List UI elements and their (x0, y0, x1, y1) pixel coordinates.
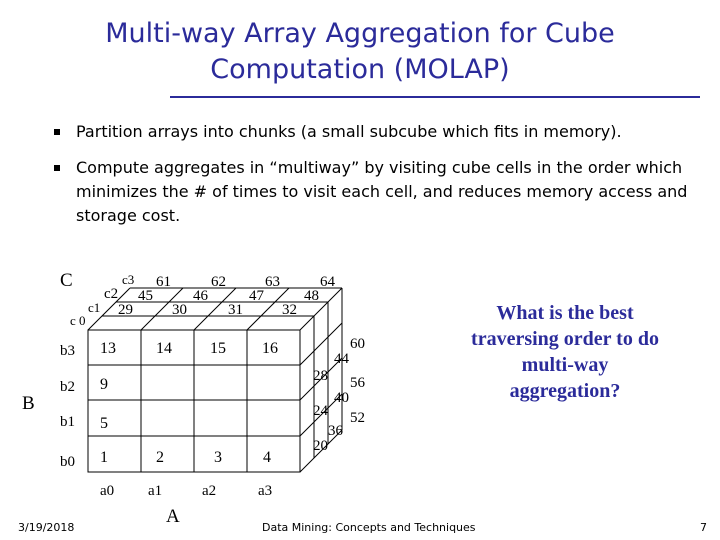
c-label-2: c2 (104, 286, 119, 302)
b-label-0: b0 (60, 454, 75, 470)
cell-1: 1 (100, 449, 108, 466)
cell-46: 46 (193, 288, 208, 304)
bullet-item-multiway: Compute aggregates in “multiway” by visiting cube cells in the order which minimizes the # of times to visit each cell, and reduces memory access and storage cost. (50, 156, 690, 228)
cell-24: 24 (313, 403, 328, 419)
cell-20: 20 (313, 438, 328, 454)
a-label-1: a1 (148, 483, 163, 499)
cell-30: 30 (172, 302, 187, 318)
b-label-1: b1 (60, 414, 75, 430)
traversing-order-question: What is the best traversing order to do multi-way aggregation? (471, 302, 659, 402)
a-label-3: a3 (258, 483, 273, 499)
a-label-0: a0 (100, 483, 115, 499)
cell-64: 64 (320, 274, 335, 290)
cell-62: 62 (211, 274, 226, 290)
cell-40: 40 (334, 390, 349, 406)
cell-2: 2 (156, 449, 164, 466)
axis-c-label: C (60, 270, 73, 291)
axis-a-label: A (166, 506, 180, 527)
title-underline (170, 96, 700, 98)
cell-31: 31 (228, 302, 243, 318)
cell-47: 47 (249, 288, 264, 304)
cell-60: 60 (350, 336, 365, 352)
cell-48: 48 (304, 288, 319, 304)
footer-title: Data Mining: Concepts and Techniques (262, 521, 476, 534)
bullet-list (50, 120, 690, 240)
cell-36: 36 (328, 423, 343, 439)
title-line-2: Computation (MOLAP) (210, 54, 510, 85)
cell-15: 15 (210, 340, 226, 357)
multiway-cube-diagram (0, 260, 470, 535)
cell-13: 13 (100, 340, 116, 357)
c-label-1: c1 (88, 300, 101, 315)
footer-date: 3/19/2018 (18, 521, 75, 534)
cell-56: 56 (350, 375, 365, 391)
b-label-2: b2 (60, 379, 75, 395)
cell-44: 44 (334, 351, 349, 367)
b-label-3: b3 (60, 343, 75, 359)
axis-b-label: B (22, 393, 35, 414)
c-label-3: c3 (122, 272, 135, 287)
cell-28: 28 (313, 368, 328, 384)
footer-page-number: 7 (700, 521, 707, 534)
cell-14: 14 (156, 340, 172, 357)
cell-63: 63 (265, 274, 280, 290)
c-label-0: c 0 (70, 313, 86, 328)
cell-29: 29 (118, 302, 133, 318)
cell-5: 5 (100, 415, 108, 432)
bullet-item-partition: Partition arrays into chunks (a small subcube which fits in memory). (50, 120, 690, 144)
slide-title (0, 16, 720, 88)
a-label-2: a2 (202, 483, 217, 499)
cell-32: 32 (282, 302, 297, 318)
cell-45: 45 (138, 288, 153, 304)
cell-4: 4 (263, 449, 271, 466)
cell-61: 61 (156, 274, 171, 290)
cell-16: 16 (262, 340, 278, 357)
cell-9: 9 (100, 376, 108, 393)
cell-52: 52 (350, 410, 365, 426)
cell-3: 3 (214, 449, 222, 466)
title-line-1: Multi-way Array Aggregation for Cube (105, 18, 615, 49)
